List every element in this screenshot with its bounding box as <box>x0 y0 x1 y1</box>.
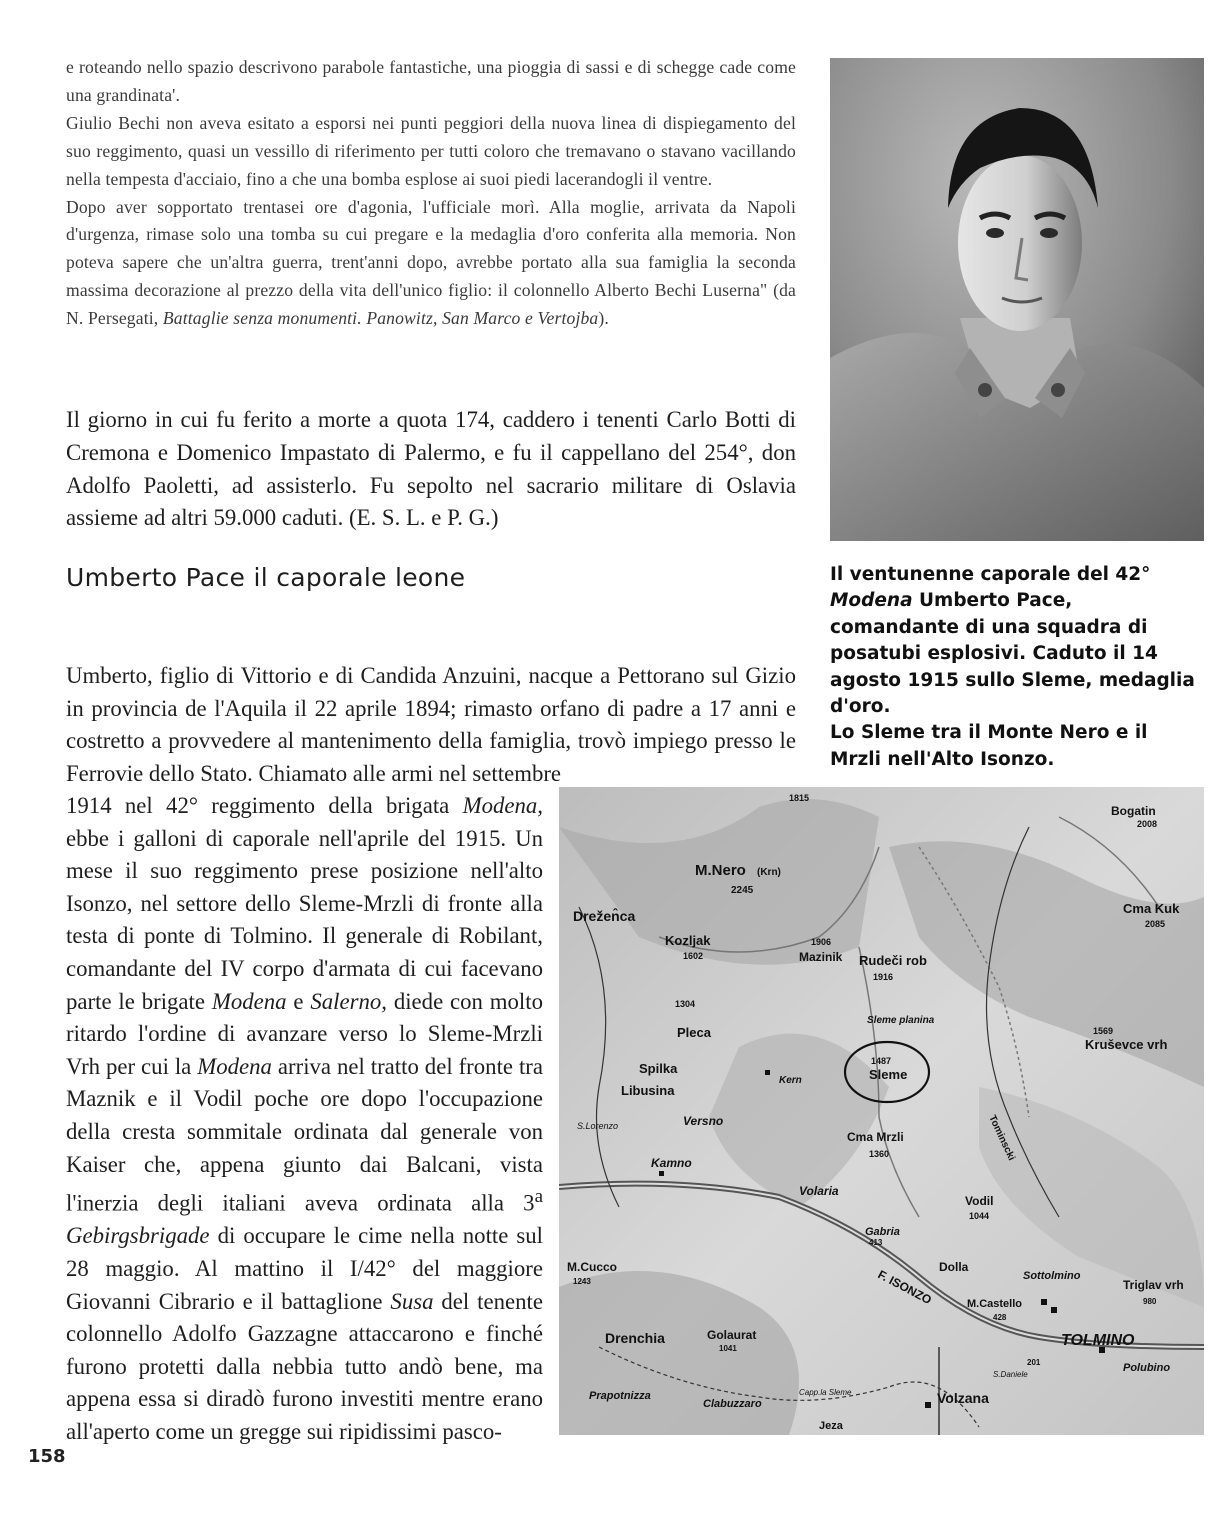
map-label-m-cucco-alt: 1243 <box>573 1277 591 1286</box>
caption-text: Il ventunenne caporale del 42° <box>830 564 1151 585</box>
map-label-maznik-alt: 1906 <box>811 937 832 947</box>
map-label-volzana: Volzana <box>937 1390 989 1406</box>
map-label-krusevce-alt: 1569 <box>1093 1026 1114 1036</box>
map-image <box>559 787 1204 1435</box>
body-italic: Modena <box>197 1053 272 1079</box>
map-label-capp-sleme: Capp.la Sleme <box>799 1388 852 1397</box>
body-italic: Gebirgsbrigade <box>66 1223 210 1249</box>
map-label-kuk-alt: 2085 <box>1145 919 1166 929</box>
map-label-tominscki: Tominscki <box>986 1113 1017 1163</box>
map-label-gabria: Gabria <box>865 1226 900 1238</box>
topographic-map <box>559 787 1204 1435</box>
map-label-golaurat: Golaurat <box>707 1328 757 1342</box>
map-label-krusevce: Kruševce vrh <box>1085 1037 1168 1052</box>
body-span: arriva nel tratto del fronte tra Maznik e il Vodil poche ore dopo l'occupazione della cresta sommitale ordinata dal generale von Kaiser che, appena giunto dai Balcani, vista l'inerzia degli italiani aveva ordinata alla 3 <box>66 1053 544 1216</box>
map-label-krn: (Krn) <box>757 867 781 878</box>
map-label-castello: M.Castello <box>967 1298 1023 1310</box>
map-label-jeza: Jeza <box>819 1420 843 1432</box>
map-label-rudeci-rob: Rudeči rob <box>859 953 927 968</box>
map-label-dolla: Dolla <box>939 1260 969 1274</box>
map-label-m-cucco: M.Cucco <box>567 1260 618 1274</box>
caption-portrait <box>830 562 1204 720</box>
body-italic: Modena, <box>462 793 543 818</box>
map-label-kern: Kern <box>779 1075 802 1086</box>
map-label-maznik: Mazinik <box>799 950 843 964</box>
map-label-rudeci-alt: 1916 <box>873 972 894 982</box>
portrait-photo <box>830 58 1204 541</box>
map-label-mrzli-alt: 1360 <box>869 1149 890 1159</box>
book-title: Battaglie senza monumenti. Panowitz, San Marco e Vertojba <box>162 308 599 329</box>
quote-text: Dopo aver sopportato trentasei ore d'agonia, l'ufficiale morì. Alla moglie, arrivata da Napoli d'urgenza, rimase solo una tomba su cui pregare e la medaglia d'oro conferita alla memoria. Non poteva sapere che un'altra guerra, trent'anni dopo, avrebbe portato alla sua famiglia la seconda massima decorazione al prezzo della vita dell'unico figlio: il colonnello Alberto Bechi Luserna" (da N. Persegati, <box>66 196 796 329</box>
portrait-image <box>830 58 1204 541</box>
quote-paragraph-3 <box>66 194 796 334</box>
map-label-bogatin-alt: 2008 <box>1137 819 1158 829</box>
map-label-tolmino: TOLMINO <box>1061 1332 1135 1349</box>
caption-brigade: Modena <box>830 590 913 612</box>
body-superscript: a <box>534 1186 543 1208</box>
map-label-bogatin: Bogatin <box>1111 804 1156 818</box>
map-label-vodil: Vodil <box>965 1194 994 1208</box>
main-paragraph-text: Il giorno in cui fu ferito a morte a quota 174, caddero i tenenti Carlo Botti di Cremona e Domenico Impastato di Palermo, e fu il cappellano del 254°, don Adolfo Paoletti, ad assisterlo. Fu sepolto nel sacrario militare di Oslavia assieme ad altri 59.000 caduti. (E. S. L. e P. G.) <box>66 407 796 531</box>
body-italic: Susa <box>390 1288 434 1314</box>
map-label-drezenca: Drežen̂ca <box>573 908 636 924</box>
body-span: ebbe i galloni di caporale nell'aprile del 1915. Un mese il suo reggimento prese posizione nell'alto Isonzo, nel settore dello Sleme-Mrzli di fronte alla testa di ponte di Tolmino. Il generale di Robilant, comandante del IV corpo d'armata di cui facevano parte le brigate <box>66 825 543 1014</box>
map-label-s-lorenzo: S.Lorenzo <box>577 1121 619 1131</box>
map-label-s-daniele-alt: 201 <box>1027 1358 1041 1367</box>
map-label-sottolmino: Sottolmino <box>1023 1270 1081 1282</box>
map-label-castello-alt: 428 <box>993 1313 1007 1322</box>
map-label-drenchia: Drenchia <box>605 1330 665 1346</box>
body-italic: Salerno, <box>310 988 387 1014</box>
quote-text-end: ). <box>598 308 609 329</box>
map-label-volaria: Volaria <box>799 1184 839 1198</box>
body-text-full: Umberto, figlio di Vittorio e di Candida Anzuini, nacque a Pettorano sul Gizio in provincia de l'Aquila il 22 aprile 1894; rimasto orfano di padre a 17 anni e costretto a provvedere al mantenimento della famiglia, trovò impiego presso le Ferrovie dello Stato. Chiamato alle armi nel settembre <box>66 663 796 786</box>
map-label-monte-nero-alt: 2245 <box>731 885 754 896</box>
map-label-versno: Versno <box>683 1114 724 1128</box>
map-label-triglav-alt: 980 <box>1143 1297 1157 1306</box>
section-heading: Umberto Pace il caporale leone <box>66 563 466 592</box>
map-label-f-isonzo: F. ISONZO <box>875 1267 934 1308</box>
quoted-passage <box>66 54 796 333</box>
map-label-libusina: Libusina <box>621 1083 675 1098</box>
quote-paragraph-2: Giulio Bechi non aveva esitato a esporsi nei punti peggiori della nuova linea di dispiegamento del suo reggimento, quasi un vessillo di riferimento per tutti coloro che tremavano o stavano vacillando nella tempesta d'acciaio, fino a che una bomba esplose ai suoi piedi lacerandogli il ventre. <box>66 112 796 189</box>
map-label-golaurat-alt: 1041 <box>719 1344 737 1353</box>
body-span: del tenente colonnello Adolfo Gazzagne attaccarono e finché furono protetti dalla nebbia tutto andò bene, ma appena essa si diradò furono investiti mentre erano all'aperto come un gregge sui ripidissimi pasco- <box>66 1288 543 1444</box>
body-italic: Modena <box>211 988 287 1014</box>
map-label-vodil-alt: 1044 <box>969 1211 990 1221</box>
body-span: diede con molto ritardo l'ordine di avanzare verso lo Sleme-Mrzli Vrh per cui la <box>66 988 543 1079</box>
map-label-triglav: Triglav vrh <box>1123 1278 1184 1292</box>
map-label-monte-nero: M.Nero <box>695 862 746 879</box>
map-label-kamno: Kamno <box>651 1156 692 1170</box>
body-text-narrow <box>66 790 543 1448</box>
quote-paragraph-1: e roteando nello spazio descrivono parabole fantastiche, una pioggia di sassi e di schegge cade come una grandinata'. <box>66 57 796 105</box>
map-label-pleca-alt: 1304 <box>675 999 696 1009</box>
main-paragraph <box>66 404 796 535</box>
map-label-spilka: Spilka <box>639 1061 678 1076</box>
map-label-pleca: Pleca <box>677 1025 711 1040</box>
map-label-prapotnizza: Prapotnizza <box>589 1390 651 1402</box>
map-label-s-daniele: S.Daniele <box>993 1370 1028 1379</box>
caption-map: Lo Sleme tra il Monte Nero e il Mrzli nell'Alto Isonzo. <box>830 722 1148 770</box>
body-paragraph-narrow <box>66 790 543 1448</box>
page-number: 158 <box>28 1446 66 1467</box>
figure-caption <box>830 562 1204 773</box>
map-label-kozljak-alt: 1602 <box>683 951 704 961</box>
body-span: di occupare le cime nella notte sul 28 maggio. Al mattino il I/42° del maggiore Giovanni Cibrario e il battaglione <box>66 1223 543 1314</box>
body-paragraph-full <box>66 660 796 790</box>
map-label-sleme: Sleme <box>869 1067 908 1082</box>
map-label-sleme-alt: 1487 <box>871 1056 892 1066</box>
body-span: e <box>286 988 311 1014</box>
map-label-polubino: Polubino <box>1123 1362 1171 1374</box>
caption-text-2: Umberto Pace, comandante di una squadra di posatubi esplosivi. Caduto il 14 agosto 1915 sullo Sleme, medaglia d'oro. <box>830 590 1195 718</box>
map-label-sleme-planina: Sleme planina <box>867 1015 935 1026</box>
map-label-clabuzzaro: Clabuzzaro <box>703 1398 762 1410</box>
map-label-mrzli: Cma Mrzli <box>847 1130 904 1144</box>
map-label-gabria-alt: 413 <box>869 1238 883 1247</box>
map-label-alt-top: 1815 <box>789 793 810 803</box>
map-label-kuk: Cma Kuk <box>1123 901 1180 916</box>
body-span: 1914 nel 42° reggimento della brigata <box>66 793 463 818</box>
map-label-kozljak: Kozljak <box>665 933 711 948</box>
